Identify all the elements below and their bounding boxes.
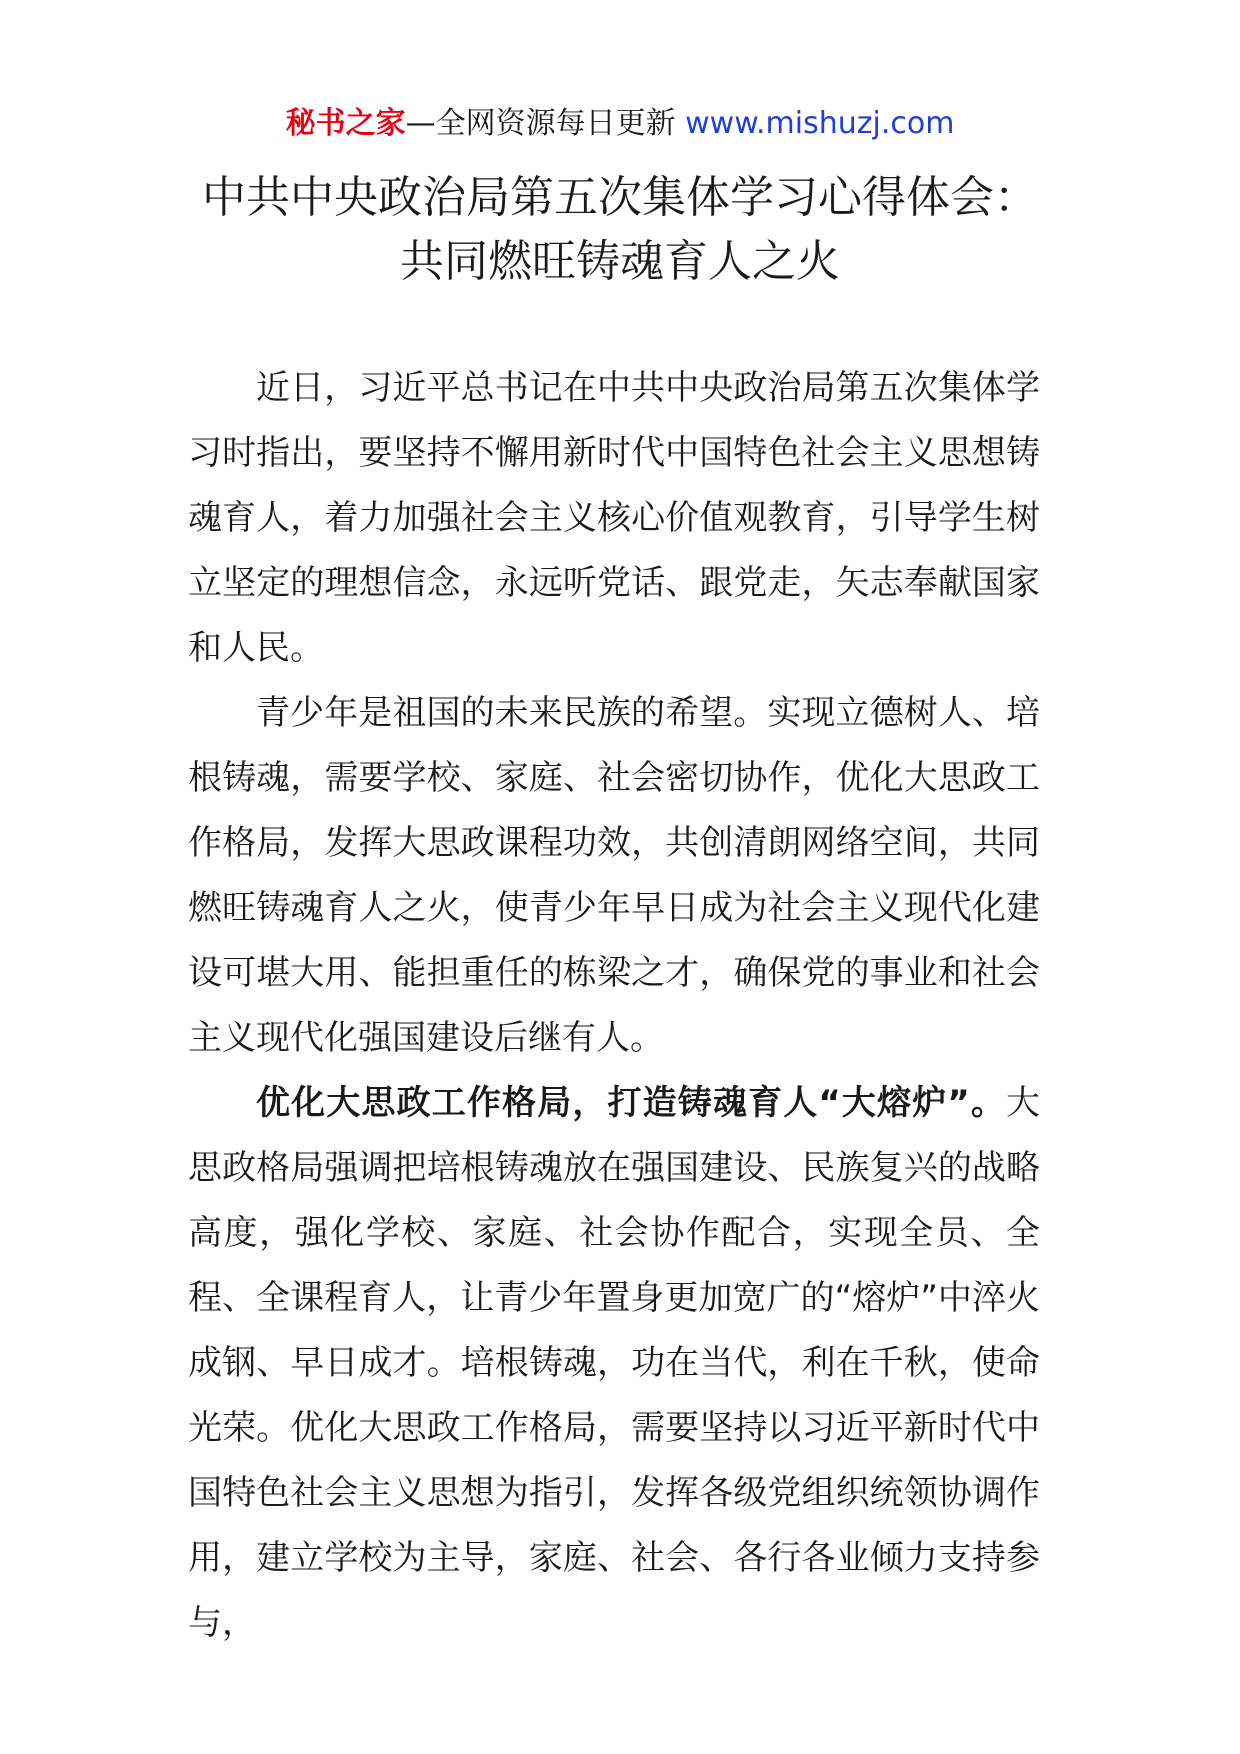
paragraph-3: [188, 1071, 1040, 1656]
document-title: [0, 166, 1240, 294]
paragraph-1: [188, 356, 1040, 681]
paragraph-2: [188, 681, 1040, 1071]
header-tagline: —全网资源每日更新: [405, 106, 676, 141]
paragraph-text: 近日，习近平总书记在中共中央政治局第五次集体学习时指出，要坚持不懈用新时代中国特色社会主义思想铸魂育人，着力加强社会主义核心价值观教育，引导学生树立坚定的理想信念，永远听党话、跟党走，矢志奉献国家和人民。: [188, 368, 1040, 668]
brand-name: 秘书之家: [285, 106, 406, 141]
paragraph-text: 大思政格局强调把培根铸魂放在强国建设、民族复兴的战略高度，强化学校、家庭、社会协作配合，实现全员、全程、全课程育人，让青少年置身更加宽广的“熔炉”中淬火成钢、早日成才。培根铸魂，功在当代，利在千秋，使命光荣。优化大思政工作格局，需要坚持以习近平新时代中国特色社会主义思想为指引，发挥各级党组织统领协调作用，建立学校为主导，家庭、社会、各行各业倾力支持参与，: [188, 1083, 1040, 1643]
site-url: www.mishuzj.com: [685, 106, 955, 141]
title-line-2: 共同燃旺铸魂育人之火: [400, 236, 840, 287]
document-body: [188, 356, 1040, 1656]
title-line-1: 中共中央政治局第五次集体学习心得体会：: [202, 172, 1038, 223]
header-banner: [0, 104, 1240, 144]
paragraph-text: 青少年是祖国的未来民族的希望。实现立德树人、培根铸魂，需要学校、家庭、社会密切协作，优化大思政工作格局，发挥大思政课程功效，共创清朗网络空间，共同燃旺铸魂育人之火，使青少年早日成为社会主义现代化建设可堪大用、能担重任的栋梁之才，确保党的事业和社会主义现代化强国建设后继有人。: [188, 693, 1040, 1058]
paragraph-lead-heading: 优化大思政工作格局，打造铸魂育人“大熔炉”。: [256, 1083, 1006, 1123]
